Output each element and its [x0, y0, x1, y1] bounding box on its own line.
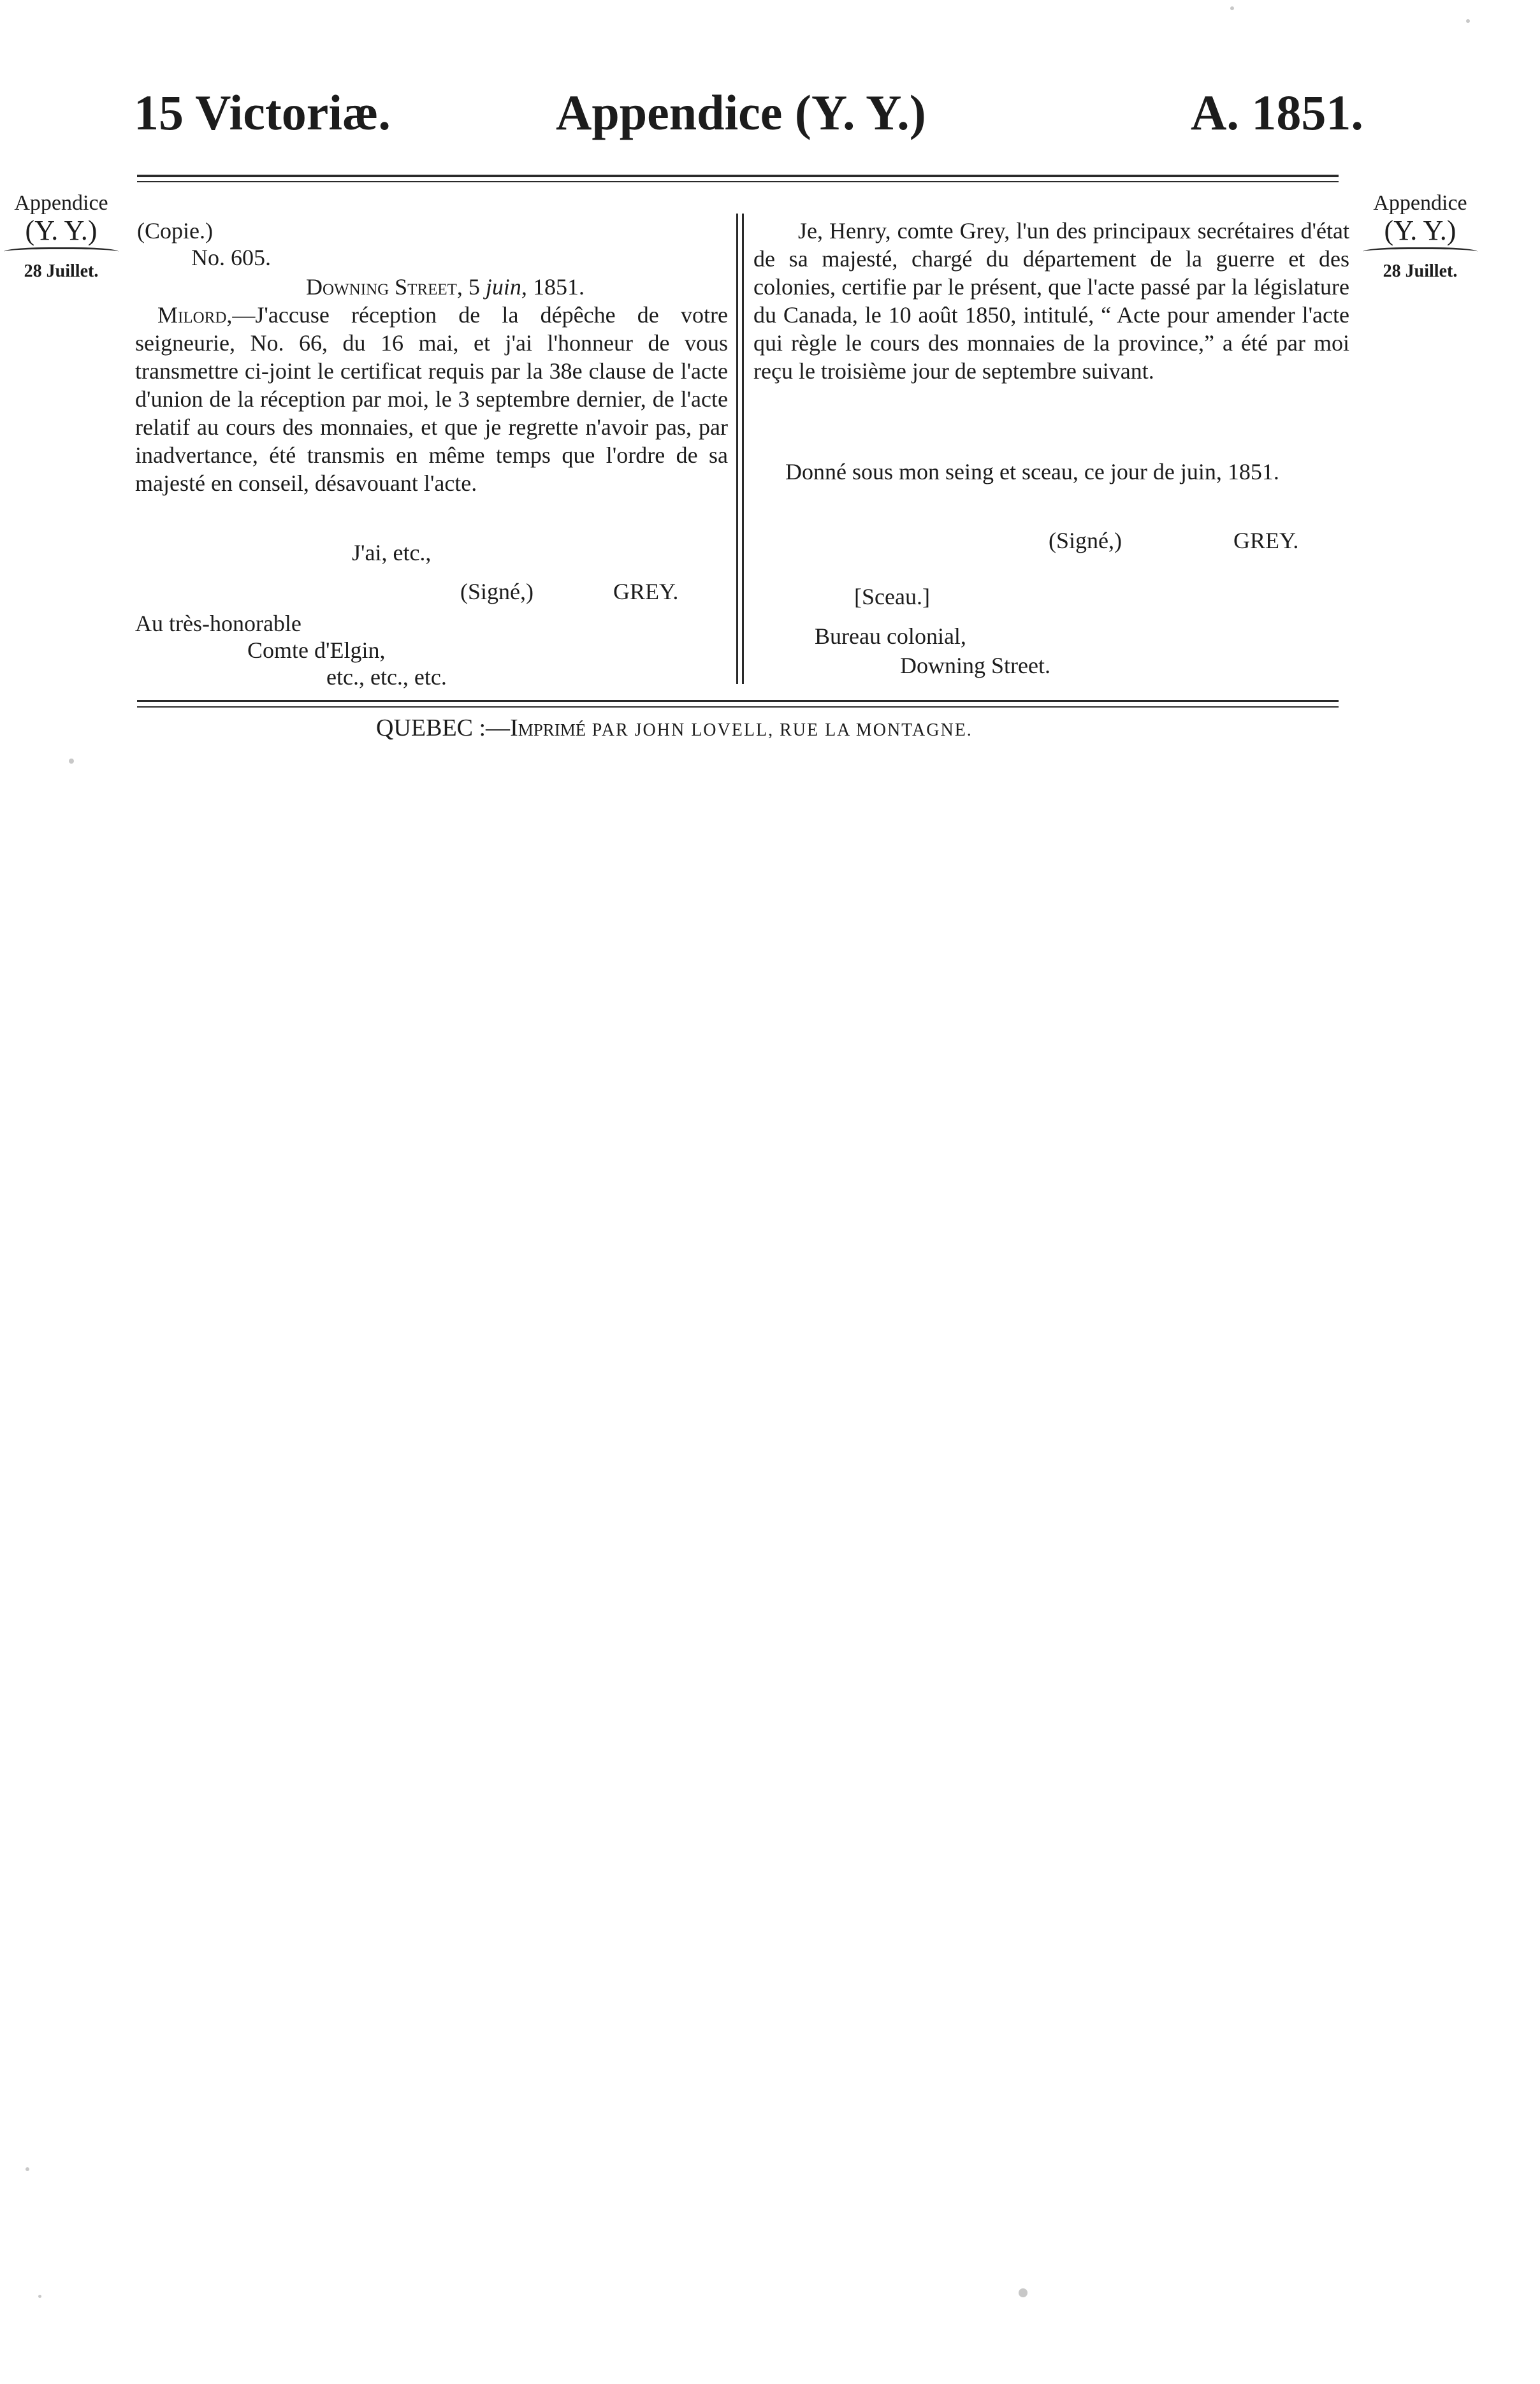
- margin-note-label: Appendice: [1373, 191, 1467, 215]
- dateline-day: 5: [468, 274, 480, 300]
- margin-note-code: (Y. Y.): [1384, 215, 1456, 246]
- margin-note-date: 28 Juillet.: [24, 261, 99, 281]
- margin-note-right: [1356, 191, 1484, 282]
- top-rule: [137, 175, 1339, 177]
- margin-brace: [4, 247, 119, 258]
- scan-speck: [1466, 19, 1470, 23]
- letter-body: [135, 301, 728, 497]
- signer-name: GREY.: [1233, 528, 1299, 553]
- running-head-left: 15 Victoriæ.: [134, 85, 391, 140]
- address-line-3: etc., etc., etc.: [326, 664, 447, 690]
- address-line-1: Au très-honorable: [135, 611, 301, 636]
- column-divider: [736, 214, 738, 684]
- top-rule-thin: [137, 181, 1339, 182]
- column-divider: [742, 214, 744, 684]
- scan-speck: [38, 2295, 41, 2298]
- bottom-rule: [137, 700, 1339, 702]
- office-line-2: Downing Street.: [900, 653, 1050, 678]
- margin-note-date: 28 Juillet.: [1383, 261, 1458, 281]
- running-head-center: Appendice (Y. Y.): [556, 85, 926, 140]
- dateline-year: 1851.: [532, 274, 585, 300]
- margin-note-code: (Y. Y.): [25, 215, 98, 246]
- scan-speck: [25, 2167, 29, 2171]
- dateline: [306, 273, 585, 301]
- dateline-month: juin,: [485, 274, 527, 300]
- signer-name: GREY.: [613, 579, 679, 604]
- imprint-printer-prefix: Imprimé: [510, 715, 586, 741]
- office-line-1: Bureau colonial,: [815, 623, 966, 649]
- imprint-printer: PAR JOHN LOVELL, RUE LA MONTAGNE.: [592, 720, 973, 740]
- dispatch-number: No. 605.: [191, 245, 271, 270]
- letter-text: —J'accuse réception de la dépêche de votre seigneurie, No. 66, du 16 mai, et j'ai l'honneur de vous transmettre ci-joint le certificat requis par la 38e clause de l'acte d'union de la réception par moi, le 3 septembre dernier, de l'acte relatif au cours des monnaies, et que je regrette n'avoir pas, par inadvertance, été transmis en même temps que l'ordre de sa majesté en conseil, désavouant l'acte.: [135, 302, 728, 496]
- scan-speck: [69, 759, 74, 764]
- bottom-rule-thin: [137, 706, 1339, 708]
- closing: J'ai, etc.,: [352, 540, 432, 565]
- margin-note-left: [1, 191, 121, 282]
- given-text: Donné sous mon seing et sceau, ce jour de juin, 1851.: [785, 459, 1279, 484]
- margin-brace: [1363, 247, 1478, 258]
- imprint-city: QUEBEC :—: [376, 715, 511, 741]
- signed-label: (Signé,): [460, 579, 534, 604]
- printer-imprint: [376, 714, 973, 745]
- running-head-right: A. 1851.: [1191, 85, 1363, 140]
- signed-label: (Signé,): [1049, 528, 1122, 553]
- scan-speck: [1230, 6, 1234, 10]
- margin-note-label: Appendice: [14, 191, 108, 215]
- copie-label: (Copie.): [137, 218, 213, 243]
- seal-label: [Sceau.]: [854, 584, 930, 609]
- scan-speck: [1019, 2288, 1028, 2297]
- dateline-place: Downing Street,: [306, 274, 463, 300]
- certificate-text: Je, Henry, comte Grey, l'un des principaux secrétaires d'état de sa majesté, chargé du département de la guerre et des colonies, certifie par le présent, que l'acte passé par la législature du Canada, le 10 août 1850, intitulé, “ Acte pour amender l'acte qui règle le cours des monnaies de la province,” a été par moi reçu le troisième jour de septembre suivant.: [753, 218, 1349, 384]
- salutation: Milord,: [157, 302, 233, 328]
- address-line-2: Comte d'Elgin,: [247, 637, 386, 663]
